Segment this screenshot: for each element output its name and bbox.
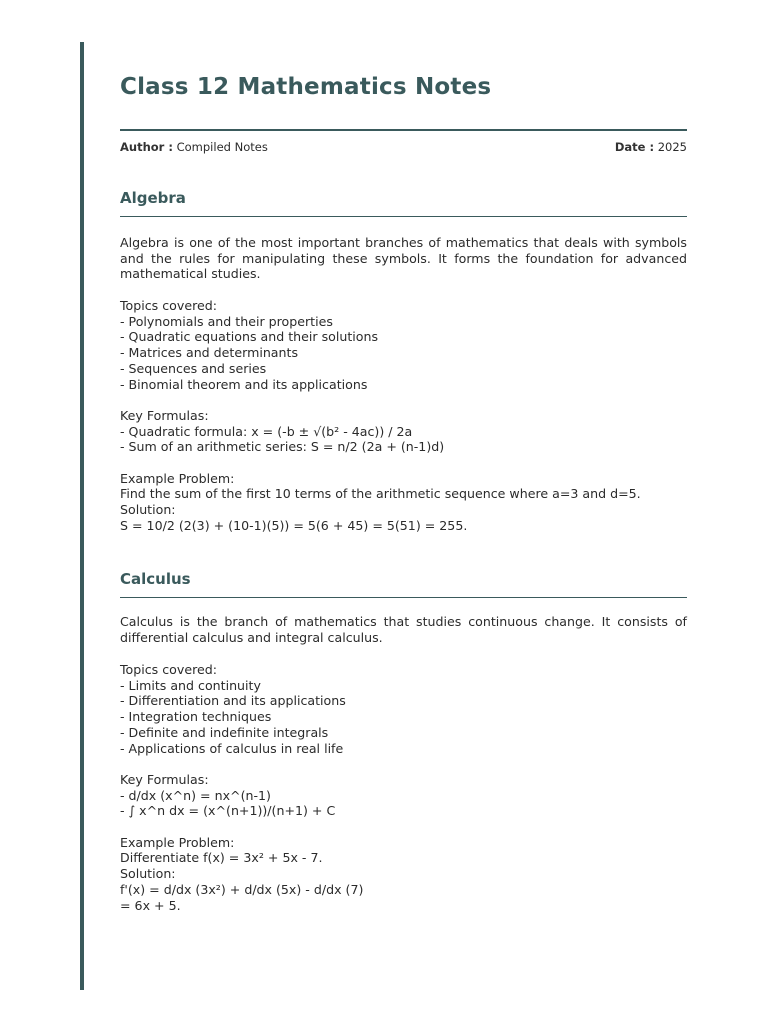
author-info [120,140,268,155]
document-title: Class 12 Mathematics Notes [120,74,492,100]
title-divider [120,129,687,131]
section-divider-algebra [120,216,687,217]
document-meta [120,140,687,155]
date-value: 2025 [657,140,687,154]
date-info [615,140,687,155]
section-details-calculus: Topics covered: - Limits and continuity - Differentiation and its applications - Integration techniques - Definite and indefinite integrals - Applications of calculus in real life Key Formulas: - d/dx (x^n) = nx^(n-1) - ∫ x^n dx = (x^(n+1))/(n+1) + C Example Problem: Differentiate f(x) = 3x² + 5x - 7. Solution: f'(x) = d/dx (3x²) + d/dx (5x) - d/dx (7) = 6x + 5. [120,662,364,913]
section-heading-calculus: Calculus [120,570,191,588]
author-value: Compiled Notes [176,140,268,154]
section-heading-algebra: Algebra [120,189,186,207]
date-label: Date : [614,140,655,154]
section-intro-algebra: Algebra is one of the most important branches of mathematics that deals with symbols and the rules for manipulating these symbols. It forms the foundation for advanced mathematical studies. [120,235,687,282]
section-intro-calculus: Calculus is the branch of mathematics that studies continuous change. It consists of differential calculus and integral calculus. [120,614,687,645]
section-details-algebra: Topics covered: - Polynomials and their properties - Quadratic equations and their solutions - Matrices and determinants - Sequences and series - Binomial theorem and its applications Key Formulas: - Quadratic formula: x = (-b ± √(b² - 4ac)) / 2a - Sum of an arithmetic series: S = n/2 (2a + (n-1)d) Example Problem: Find the sum of the first 10 terms of the arithmetic sequence where a=3 and d=5. Solution: S = 10/2 (2(3) + (10-1)(5)) = 5(6 + 45) = 5(51) = 255. [120,298,641,533]
section-divider-calculus [120,597,687,598]
left-margin-rule [80,42,84,990]
author-label: Author : [120,140,173,154]
